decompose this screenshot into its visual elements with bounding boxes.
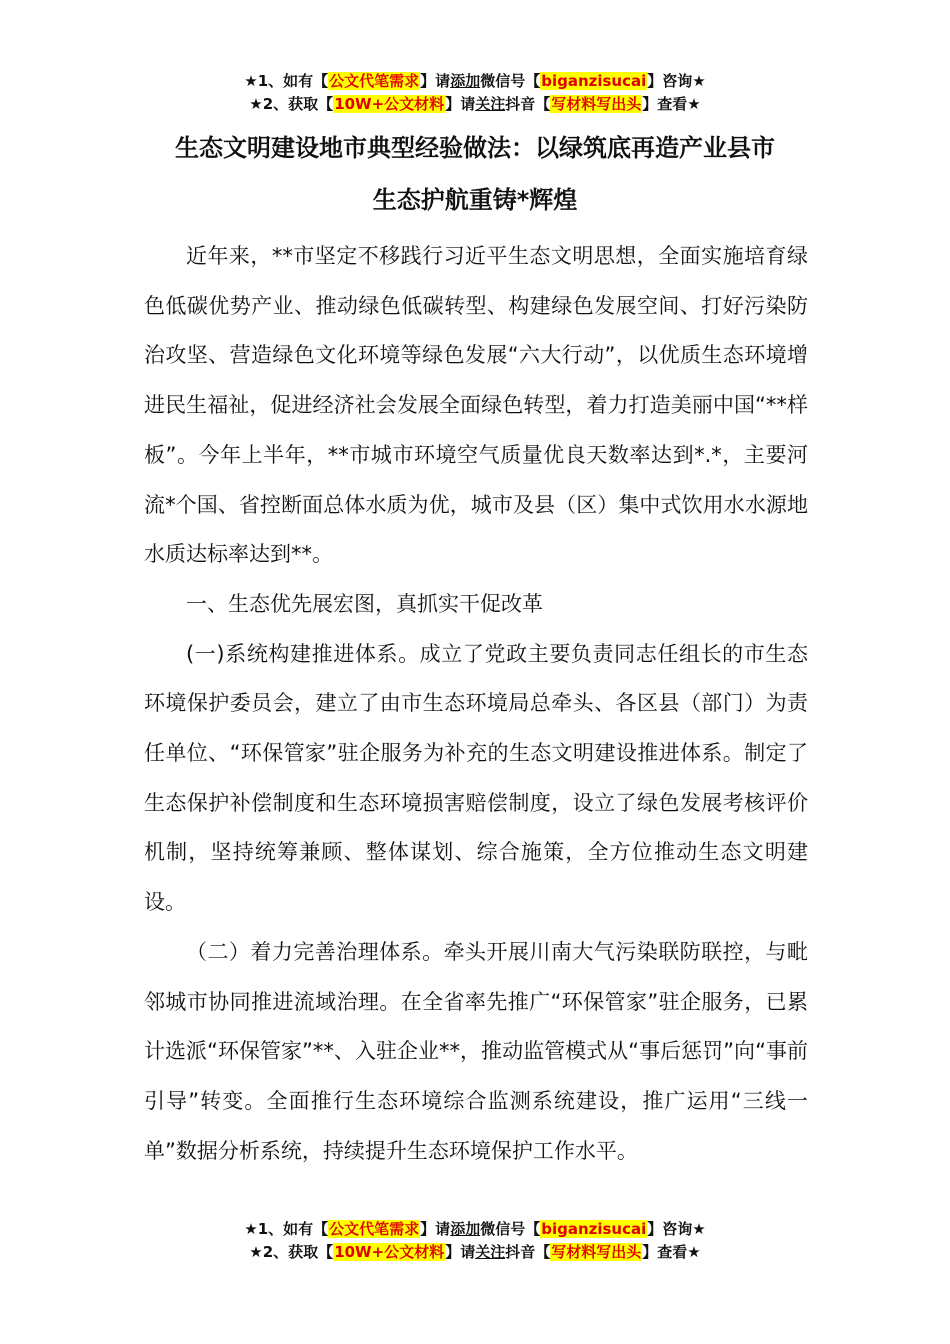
highlight-wechat-id: biganzisucai xyxy=(541,1220,647,1238)
banner-emphasis: 添加 xyxy=(450,1220,481,1238)
paragraph-intro: 近年来，**市坚定不移践行习近平生态文明思想，全面实施培育绿色低碳优势产业、推动绿色低碳转型、构建绿色发展空间、打好污染防治攻坚、营造绿色文化环境等绿色发展“六大行动”，以优质生态环境增进民生福祉，促进经济社会发展全面绿色转型，着力打造美丽中国“**样板”。今年上半年，**市城市环境空气质量优良天数率达到*.*，主要河流*个国、省控断面总体水质为优，城市及县（区）集中式饮用水水源地水质达标率达到**。 xyxy=(144,244,808,567)
paragraph-item-2: （二）着力完善治理体系。牵头开展川南大气污染联防联控，与毗邻城市协同推进流域治理。在全省率先推广“环保管家”驻企服务，已累计选派“环保管家”**、入驻企业**，推动监管模式从“事后惩罚”向“事前引导”转变。全面推行生态环境综合监测系统建设，推广运用“三线一单”数据分析系统，持续提升生态环境保护工作水平。 xyxy=(144,939,808,1163)
banner-line-1 xyxy=(0,1218,950,1241)
banner-line-2 xyxy=(0,93,950,116)
banner-text: 】查看★ xyxy=(642,95,701,113)
banner-emphasis: 添加 xyxy=(450,72,481,90)
highlight-service: 公文代笔需求 xyxy=(329,1220,420,1238)
highlight-wechat-id: biganzisucai xyxy=(541,72,647,90)
header-banner xyxy=(0,70,950,116)
banner-text: 】请 xyxy=(420,1220,451,1238)
banner-text: ★2、获取【 xyxy=(249,95,334,113)
paragraph-item-1: (一)系统构建推进体系。成立了党政主要负责同志任组长的市生态环境保护委员会，建立了由市生态环境局总牵头、各区县（部门）为责任单位、“环保管家”驻企服务为补充的生态文明建设推进体系。制定了生态保护补偿制度和生态环境损害赔偿制度，设立了绿色发展考核评价机制，坚持统筹兼顾、整体谋划、综合施策，全方位推动生态文明建设。 xyxy=(144,641,808,915)
banner-emphasis: 关注 xyxy=(475,1243,506,1261)
banner-text: ★2、获取【 xyxy=(249,1243,334,1261)
document-title-line-2: 生态护航重铸*辉煌 xyxy=(372,186,578,214)
document-title-line-1: 生态文明建设地市典型经验做法：以绿筑底再造产业县市 xyxy=(175,134,775,162)
banner-text: 】请 xyxy=(420,72,451,90)
highlight-douyin-account: 写材料写出头 xyxy=(551,1243,642,1261)
banner-line-2 xyxy=(0,1241,950,1264)
banner-text: 抖音【 xyxy=(505,1243,551,1261)
banner-text: ★1、如有【 xyxy=(244,1220,329,1238)
banner-text: 抖音【 xyxy=(505,95,551,113)
highlight-materials: 10W+公文材料 xyxy=(334,95,445,113)
section-heading: 一、生态优先展宏图，真抓实干促改革 xyxy=(186,591,543,616)
banner-line-1 xyxy=(0,70,950,93)
banner-text: 】请 xyxy=(445,1243,476,1261)
highlight-materials: 10W+公文材料 xyxy=(334,1243,445,1261)
banner-text: 】请 xyxy=(445,95,476,113)
banner-text: 】咨询★ xyxy=(647,72,706,90)
banner-text: 】查看★ xyxy=(642,1243,701,1261)
footer-banner xyxy=(0,1218,950,1264)
banner-text: ★1、如有【 xyxy=(244,72,329,90)
document-body xyxy=(144,232,808,1176)
banner-text: 微信号【 xyxy=(480,1220,541,1238)
banner-text: 】咨询★ xyxy=(647,1220,706,1238)
highlight-service: 公文代笔需求 xyxy=(329,72,420,90)
highlight-douyin-account: 写材料写出头 xyxy=(551,95,642,113)
banner-emphasis: 关注 xyxy=(475,95,506,113)
banner-text: 微信号【 xyxy=(480,72,541,90)
